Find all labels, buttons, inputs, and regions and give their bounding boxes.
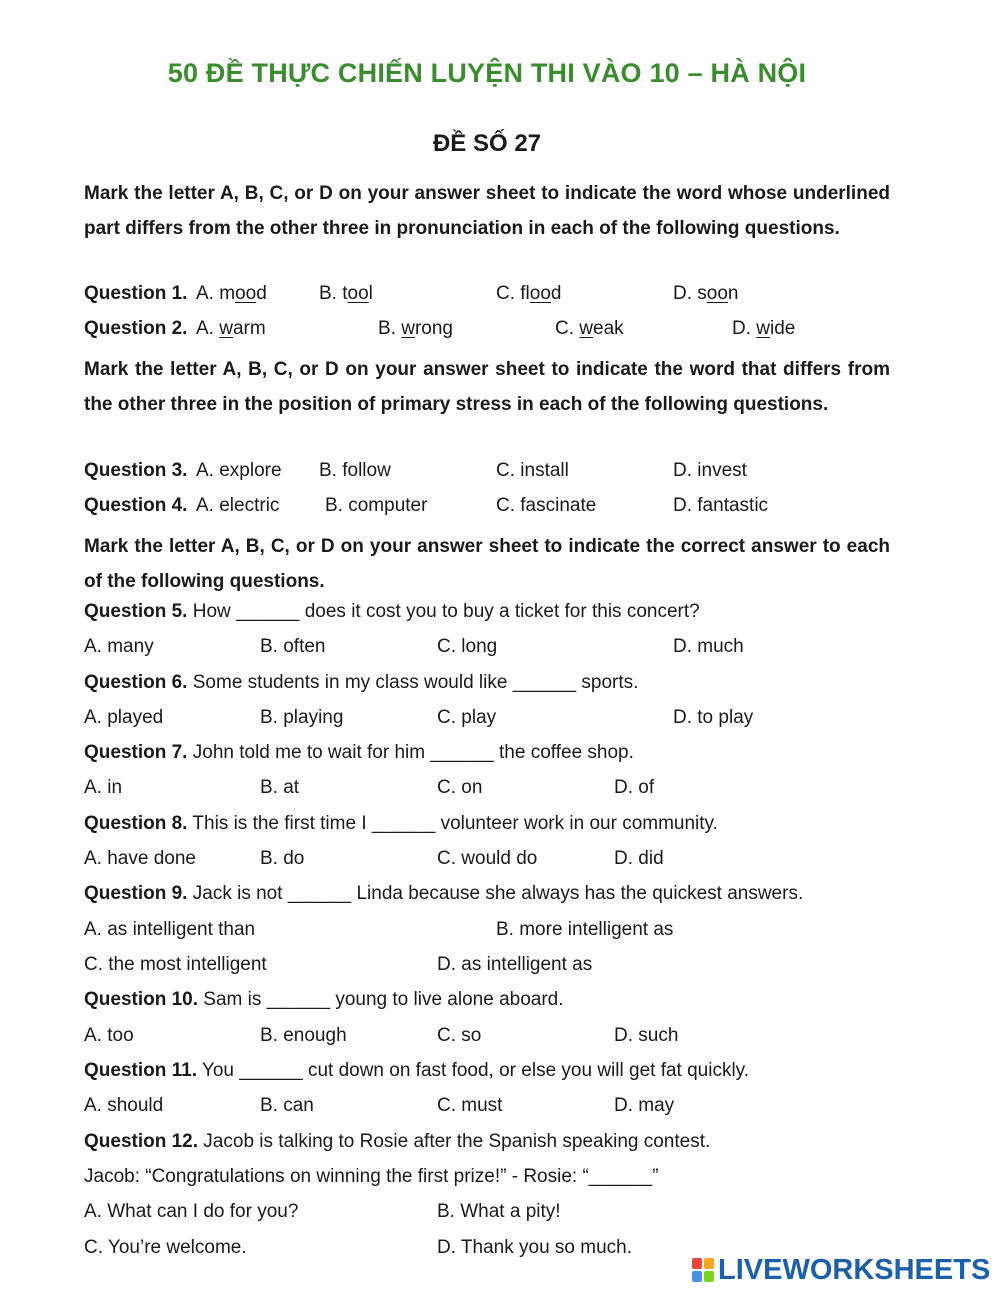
question-text: This is the first time I ______ volunteer work in our community. (187, 813, 718, 834)
question-12-dialogue: Jacob: “Congratulations on winning the first prize!” - Rosie: “______” (84, 1166, 659, 1187)
option-a: A. many (84, 636, 154, 657)
option-d: D. to play (673, 707, 754, 728)
question-6-options (84, 706, 890, 730)
question-9-options-row2 (84, 953, 890, 977)
option-c: C. fascinate (496, 495, 597, 516)
option-c: C. weak (555, 318, 624, 339)
option-a: A. too (84, 1025, 134, 1046)
test-number: ĐỀ SỐ 27 (432, 130, 542, 157)
question-9-options-row1 (84, 918, 890, 942)
option-b: B. computer (325, 495, 428, 516)
option-d: D. may (614, 1095, 675, 1116)
question-label: Question 2. (84, 318, 188, 339)
question-10 (84, 988, 890, 1012)
question-label: Question 10. (84, 989, 199, 1010)
section1-instruction: Mark the letter A, B, C, or D on your answer sheet to indicate the word whose underlined part differs from the other three in pronunciation in each of the following questions. (84, 183, 890, 240)
option-d: D. of (614, 777, 655, 798)
question-5-options (84, 635, 890, 659)
question-label: Question 6. (84, 672, 188, 693)
question-8 (84, 812, 890, 836)
option-d: D. fantastic (673, 495, 769, 516)
question-label: Question 5. (84, 601, 188, 622)
question-5 (84, 600, 890, 624)
question-text: Jack is not ______ Linda because she always has the quickest answers. (187, 883, 804, 904)
question-11-options (84, 1094, 890, 1118)
question-4 (84, 494, 890, 518)
option-b: B. playing (260, 707, 344, 728)
option-b: B. do (260, 848, 305, 869)
option-c: C. so (437, 1025, 482, 1046)
question-text: You ______ cut down on fast food, or else you will get fat quickly. (196, 1060, 750, 1081)
option-a: A. warm (196, 318, 266, 339)
option-a: A. played (84, 707, 164, 728)
option-c: C. flood (496, 283, 562, 304)
question-3 (84, 459, 890, 483)
option-a: A. mood (196, 283, 267, 304)
option-c: C. on (437, 777, 483, 798)
option-b: B. follow (319, 460, 391, 481)
liveworksheets-logo-icon (692, 1258, 714, 1282)
question-label: Question 9. (84, 883, 188, 904)
question-9 (84, 882, 890, 906)
option-a: A. explore (196, 460, 282, 481)
question-label: Question 12. (84, 1131, 199, 1152)
option-d: D. soon (673, 283, 739, 304)
option-d: D. did (614, 848, 664, 869)
question-text: Jacob is talking to Rosie after the Spanish speaking contest. (198, 1131, 711, 1152)
option-c: C. must (437, 1095, 503, 1116)
option-c: C. install (496, 460, 569, 481)
question-11 (84, 1059, 890, 1083)
question-label: Question 7. (84, 742, 188, 763)
question-7-options (84, 776, 890, 800)
option-a: A. What can I do for you? (84, 1201, 299, 1222)
option-b: B. can (260, 1095, 314, 1116)
option-a: A. in (84, 777, 123, 798)
option-a: A. electric (196, 495, 280, 516)
question-8-options (84, 847, 890, 871)
question-label: Question 1. (84, 283, 188, 304)
question-12-options-row1 (84, 1200, 890, 1224)
option-a: A. should (84, 1095, 164, 1116)
option-a: A. as intelligent than (84, 919, 256, 940)
question-6 (84, 671, 890, 695)
option-c: C. would do (437, 848, 538, 869)
question-12 (84, 1130, 890, 1154)
question-label: Question 8. (84, 813, 188, 834)
option-b: B. more intelligent as (496, 919, 674, 940)
option-b: B. wrong (378, 318, 453, 339)
question-text: Some students in my class would like ______ sports. (187, 672, 639, 693)
option-c: C. the most intelligent (84, 954, 267, 975)
logo-text: LIVEWORKSHEETS (718, 1253, 991, 1286)
option-d: D. Thank you so much. (437, 1237, 633, 1258)
section3-instruction: Mark the letter A, B, C, or D on your answer sheet to indicate the correct answer to each of the following questions. (84, 536, 890, 593)
option-b: B. at (260, 777, 300, 798)
option-d: D. much (673, 636, 744, 657)
question-text: Sam is ______ young to live alone aboard. (198, 989, 564, 1010)
option-a: A. have done (84, 848, 196, 869)
question-label: Question 3. (84, 460, 188, 481)
liveworksheets-logo (692, 1255, 992, 1285)
question-1 (84, 282, 890, 306)
option-b: B. What a pity! (437, 1201, 561, 1222)
question-10-options (84, 1024, 890, 1048)
option-c: C. You’re welcome. (84, 1237, 247, 1258)
option-d: D. as intelligent as (437, 954, 593, 975)
question-7 (84, 741, 890, 765)
option-b: B. tool (319, 283, 373, 304)
option-b: B. often (260, 636, 326, 657)
section2-instruction: Mark the letter A, B, C, or D on your answer sheet to indicate the word that differs from the other three in the position of primary stress in each of the following questions. (84, 359, 890, 416)
option-c: C. play (437, 707, 497, 728)
option-d: D. wide (732, 318, 796, 339)
question-text: John told me to wait for him ______ the coffee shop. (187, 742, 634, 763)
option-c: C. long (437, 636, 498, 657)
page-title: 50 ĐỀ THỰC CHIẾN LUYỆN THI VÀO 10 – HÀ NỘI (167, 58, 807, 88)
question-label: Question 4. (84, 495, 188, 516)
option-b: B. enough (260, 1025, 347, 1046)
question-text: How ______ does it cost you to buy a ticket for this concert? (187, 601, 700, 622)
question-2 (84, 317, 890, 341)
option-d: D. invest (673, 460, 747, 481)
question-label: Question 11. (84, 1060, 197, 1081)
option-d: D. such (614, 1025, 679, 1046)
